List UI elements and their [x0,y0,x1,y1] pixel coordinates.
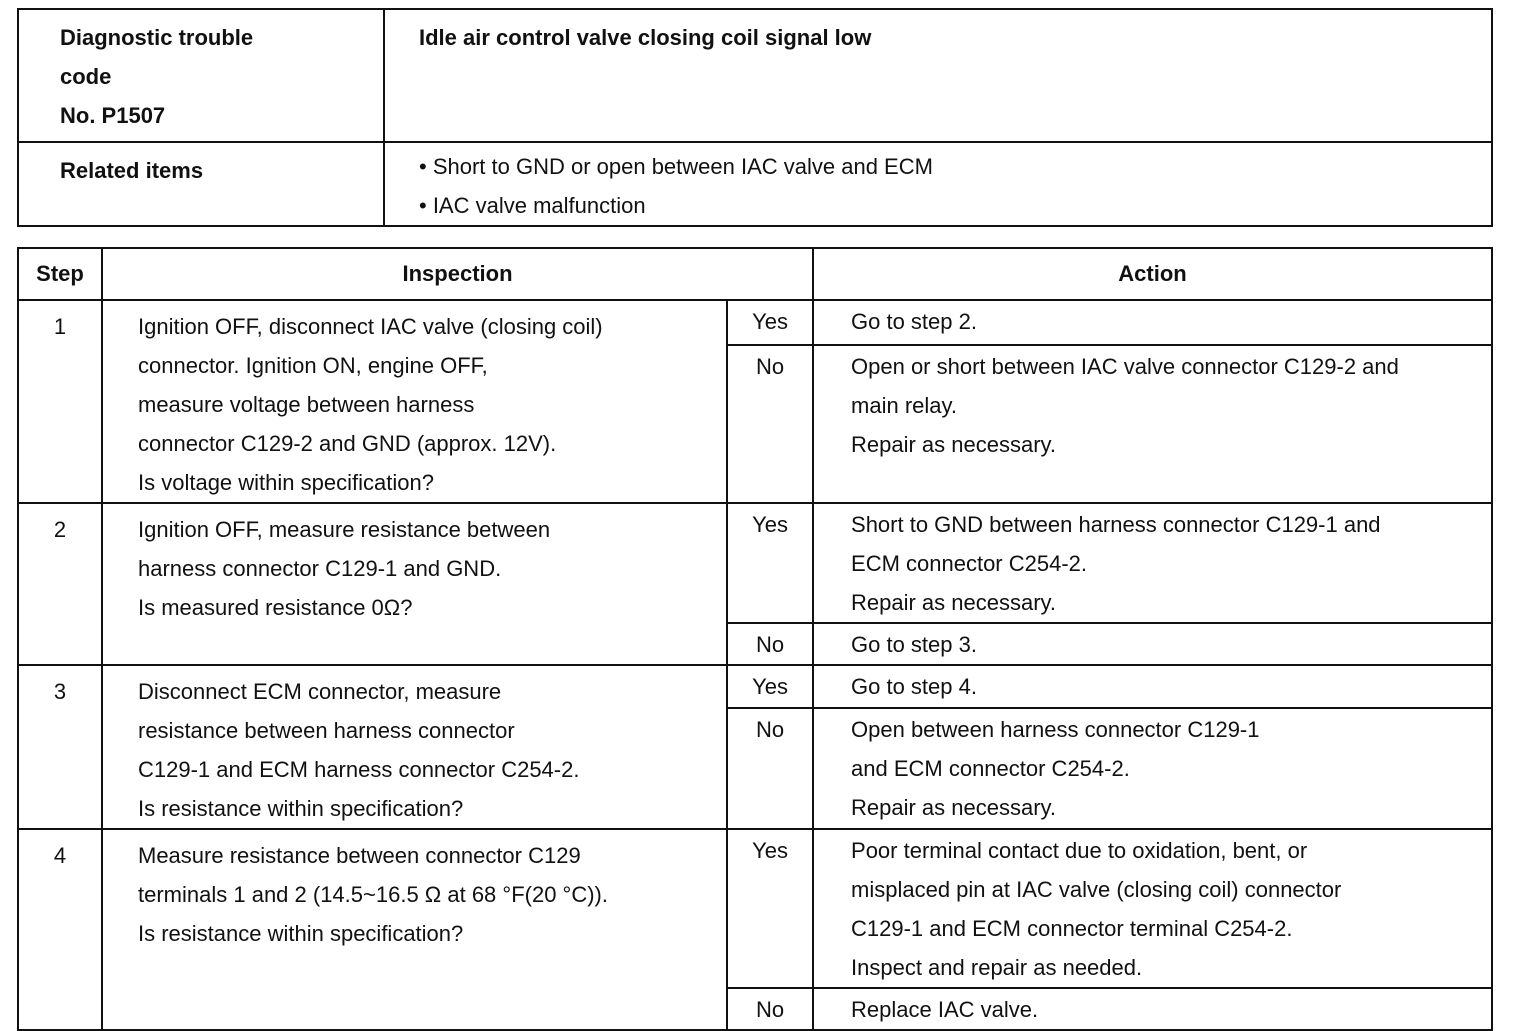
dtc-label-cell [18,9,384,142]
step-number: 4 [18,829,102,1030]
action-text: Open between harness connector C129-1 and ECM connector C254-2. Repair as necessary. [813,708,1492,829]
table-row [18,503,1492,623]
inspection-text: Disconnect ECM connector, measure resistance between harness connector C129-1 and ECM harness connector C254-2. Is resistance within specification? [102,665,727,829]
action-text: Go to step 3. [813,623,1492,665]
action-text: Go to step 2. [813,300,1492,345]
answer-no: No [727,708,813,829]
dtc-header-table [17,8,1493,227]
step-number: 3 [18,665,102,829]
col-header-inspection: Inspection [102,248,813,300]
answer-no: No [727,345,813,503]
related-items-label: Related items [18,142,384,226]
table-row [18,829,1492,988]
dtc-label-line: Diagnostic trouble [60,25,254,50]
answer-yes: Yes [727,300,813,345]
related-item: • IAC valve malfunction [419,193,646,218]
col-header-step: Step [18,248,102,300]
dtc-code: No. P1507 [60,103,166,128]
answer-no: No [727,988,813,1030]
answer-no: No [727,623,813,665]
inspection-text: Measure resistance between connector C129 terminals 1 and 2 (14.5~16.5 Ω at 68 °F(20 °C)). Is resistance within specification? [102,829,727,1030]
answer-yes: Yes [727,829,813,988]
step-number: 2 [18,503,102,665]
related-items-list [384,142,1492,226]
dtc-title: Idle air control valve closing coil signal low [384,9,1492,142]
answer-yes: Yes [727,503,813,623]
action-text: Replace IAC valve. [813,988,1492,1030]
action-text: Short to GND between harness connector C129-1 and ECM connector C254-2. Repair as necessary. [813,503,1492,623]
inspection-text: Ignition OFF, measure resistance between harness connector C129-1 and GND. Is measured resistance 0Ω? [102,503,727,665]
table-row [18,665,1492,708]
related-item: • Short to GND or open between IAC valve and ECM [419,154,933,179]
action-text: Poor terminal contact due to oxidation, bent, or misplaced pin at IAC valve (closing coil) connector C129-1 and ECM connector terminal C254-2. Inspect and repair as needed. [813,829,1492,988]
col-header-action: Action [813,248,1492,300]
dtc-label-line: code [60,64,112,89]
answer-yes: Yes [727,665,813,708]
action-text: Go to step 4. [813,665,1492,708]
table-row [18,300,1492,345]
inspection-procedure-table [17,247,1493,1031]
action-text: Open or short between IAC valve connector C129-2 and main relay. Repair as necessary. [813,345,1492,503]
inspection-text: Ignition OFF, disconnect IAC valve (closing coil) connector. Ignition ON, engine OFF, measure voltage between harness connector C129-2 and GND (approx. 12V). Is voltage within specification? [102,300,727,503]
step-number: 1 [18,300,102,503]
